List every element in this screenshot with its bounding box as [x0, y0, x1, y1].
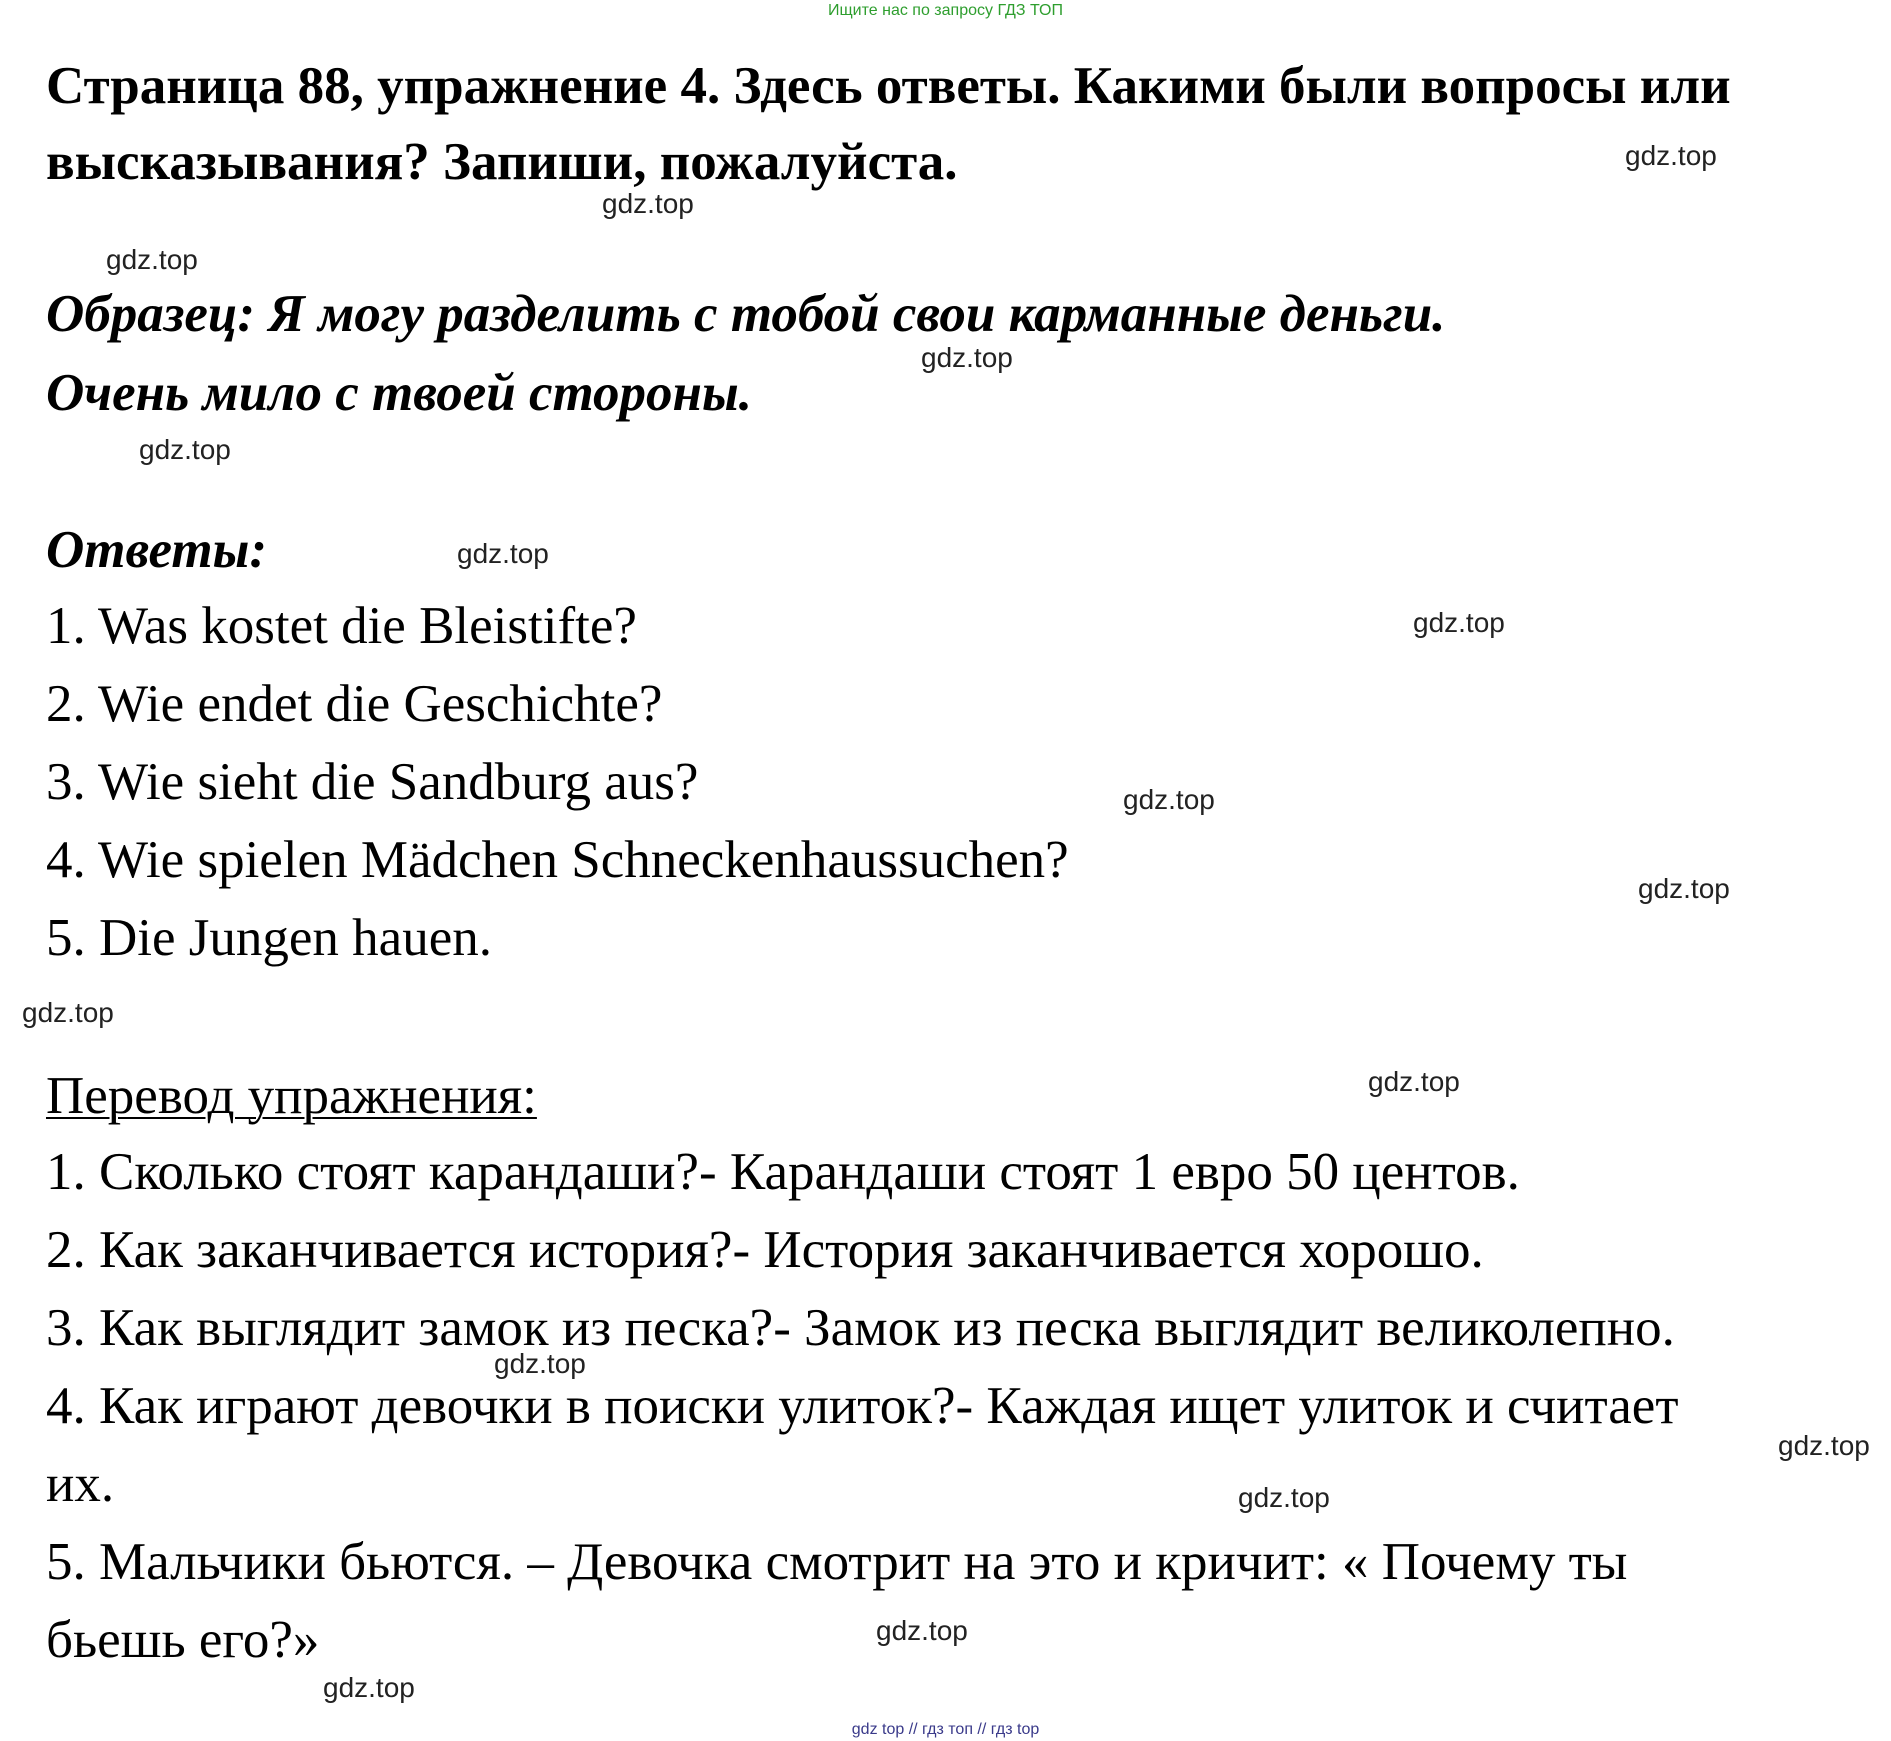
translation-line-2: 2. Как заканчивается история?- История заканчивается хорошо.	[46, 1221, 1484, 1279]
translation-line-5: 5. Мальчики бьются. – Девочка смотрит на это и кричит: « Почему ты	[46, 1533, 1628, 1591]
watermark: gdz.top	[494, 1348, 586, 1379]
watermark: gdz.top	[106, 244, 198, 275]
watermark: gdz.top	[602, 188, 694, 219]
translation-line-4-cont: их.	[46, 1455, 115, 1513]
translation-line-1: 1. Сколько стоят карандаши?- Карандаши стоят 1 евро 50 центов.	[46, 1143, 1520, 1201]
watermark: gdz.top	[457, 538, 549, 569]
watermark: gdz.top	[1413, 607, 1505, 638]
page-title: Страница 88, упражнение 4. Здесь ответы. Какими были вопросы или высказывания? Запиши, пожалуйста.	[46, 57, 1731, 191]
translation-line-4: 4. Как играют девочки в поиски улиток?- Каждая ищет улиток и считает	[46, 1377, 1679, 1435]
watermark: gdz.top	[876, 1615, 968, 1646]
watermark: gdz.top	[22, 997, 114, 1028]
answers-heading: Ответы:	[46, 521, 268, 579]
watermark: gdz.top	[1123, 784, 1215, 815]
translation-heading: Перевод упражнения:	[46, 1067, 537, 1125]
footer: gdz top // гдз топ // гдз top	[851, 1721, 1040, 1738]
watermark: gdz.top	[139, 434, 231, 465]
translation-line-5-cont: бьешь его?»	[46, 1611, 320, 1669]
watermark: gdz.top	[921, 342, 1013, 373]
watermark: gdz.top	[1625, 140, 1717, 171]
answer-item-3: 3. Wie sieht die Sandburg aus?	[46, 753, 699, 811]
watermark: gdz.top	[1778, 1430, 1870, 1461]
answer-item-2: 2. Wie endet die Geschichte?	[46, 675, 663, 733]
watermark: gdz.top	[323, 1672, 415, 1703]
watermark: gdz.top	[1368, 1066, 1460, 1097]
answer-item-4: 4. Wie spielen Mädchen Schneckenhaussuchen?	[46, 831, 1069, 889]
sample-line-1: Образец: Я могу разделить с тобой свои карманные деньги.	[46, 285, 1446, 343]
watermark: gdz.top	[1238, 1482, 1330, 1513]
answer-item-5: 5. Die Jungen hauen.	[46, 909, 492, 967]
sample-line-2: Очень мило с твоей стороны.	[46, 364, 752, 422]
answer-item-1: 1. Was kostet die Bleistifte?	[46, 597, 637, 655]
translation-line-3: 3. Как выглядит замок из песка?- Замок из песка выглядит великолепно.	[46, 1299, 1675, 1357]
watermark: gdz.top	[1638, 873, 1730, 904]
top-banner: Ищите нас по запросу ГДЗ ТОП	[828, 2, 1063, 19]
